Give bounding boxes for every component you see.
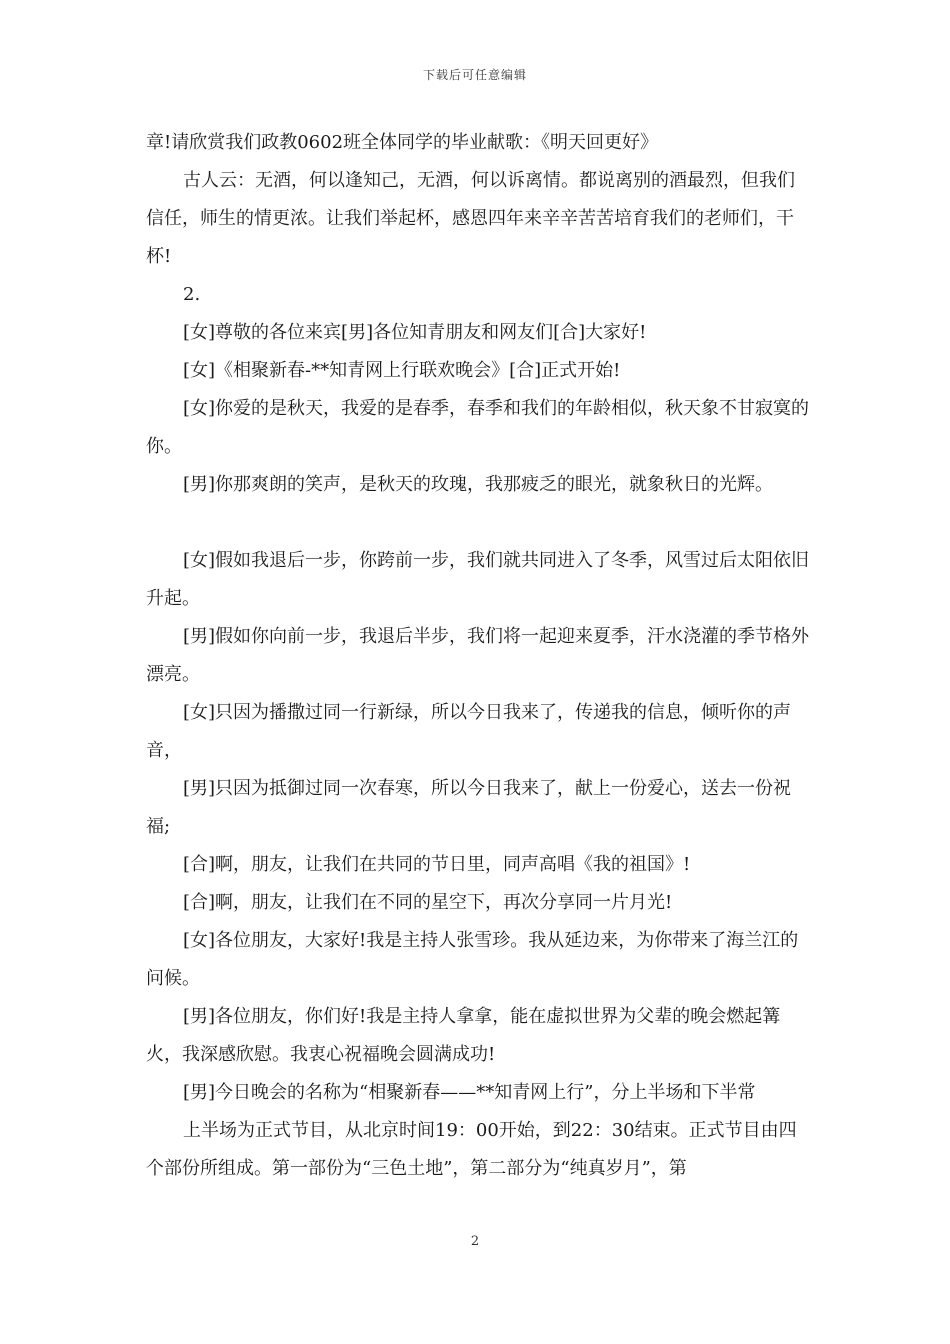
dialogue-line: [男]今日晚会的名称为“相聚新春——**知青网上行”，分上半场和下半常 xyxy=(183,1082,756,1103)
page-number: 2 xyxy=(470,1234,480,1249)
dialogue-line: [男]只因为抵御过同一次春寒，所以今日我来了，献上一份爱心，送去一份祝福; xyxy=(146,778,792,837)
dialogue-line: [合]啊，朋友，让我们在共同的节日里，同声高唱《我的祖国》! xyxy=(183,854,691,875)
document-body xyxy=(146,124,812,1188)
dialogue-line: [男]假如你向前一步，我退后半步，我们将一起迎来夏季，汗水浇灌的季节格外漂亮。 xyxy=(146,626,810,685)
paragraph-continuation: 章!请欣赏我们政教0602班全体同学的毕业献歌：《明天回更好》 xyxy=(146,132,659,153)
section-number: 2. xyxy=(183,284,201,305)
dialogue-line: [男]各位朋友，你们好!我是主持人拿拿，能在虚拟世界为父辈的晚会燃起篝火，我深感欣慰。我衷心祝福晚会圆满成功! xyxy=(146,1006,781,1065)
dialogue-line: [女]各位朋友，大家好!我是主持人张雪珍。我从延边来，为你带来了海兰江的问候。 xyxy=(146,930,799,989)
dialogue-line: [男]你那爽朗的笑声，是秋天的玫瑰，我那疲乏的眼光，就象秋日的光辉。 xyxy=(183,474,774,495)
page-header: 下载后可任意编辑 xyxy=(422,68,527,82)
blank-line xyxy=(146,504,812,542)
paragraph: 古人云：无酒，何以逢知己，无酒，何以诉离情。都说离别的酒最烈，但我们信任，师生的情更浓。让我们举起杯，感恩四年来辛辛苦苦培育我们的老师们，干杯! xyxy=(146,170,795,267)
paragraph: 上半场为正式节目，从北京时间19：00开始，到22：30结束。正式节目由四个部份所组成。第一部份为“三色土地”，第二部分为“纯真岁月”，第 xyxy=(146,1120,797,1179)
dialogue-line: [女]假如我退后一步，你跨前一步，我们就共同进入了冬季，风雪过后太阳依旧升起。 xyxy=(146,550,810,609)
dialogue-line: [合]啊，朋友，让我们在不同的星空下，再次分享同一片月光! xyxy=(183,892,673,913)
dialogue-line: [女]只因为播撒过同一行新绿，所以今日我来了，传递我的信息，倾听你的声音， xyxy=(146,702,792,761)
dialogue-line: [女]《相聚新春-**知青网上行联欢晚会》[合]正式开始! xyxy=(183,360,621,381)
dialogue-line: [女]你爱的是秋天，我爱的是春季，春季和我们的年龄相似，秋天象不甘寂寞的你。 xyxy=(146,398,810,457)
dialogue-line: [女]尊敬的各位来宾[男]各位知青朋友和网友们[合]大家好! xyxy=(183,322,647,343)
